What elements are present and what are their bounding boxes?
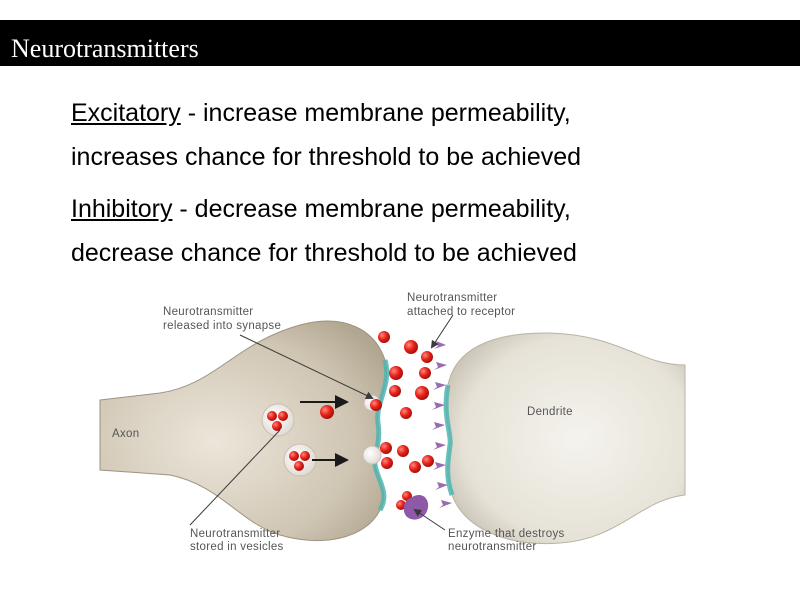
synapse-diagram — [0, 285, 800, 600]
bullet-excitatory-line2: increases chance for threshold to be achieved — [71, 143, 582, 171]
page-title: Neurotransmitters — [11, 34, 199, 63]
label-enzyme-line2: neurotransmitter — [448, 541, 537, 553]
bullet-inhibitory-line1: - decrease membrane permeability, — [172, 195, 571, 223]
release-arrows — [404, 420, 418, 439]
title-bar — [0, 20, 800, 66]
bullet-excitatory — [71, 91, 771, 179]
bullet-inhibitory-line2: decrease chance for threshold to be achieved — [71, 239, 577, 267]
term-excitatory: Excitatory — [71, 99, 181, 127]
label-dendrite: Dendrite — [527, 406, 573, 418]
leader-attached — [432, 315, 453, 347]
axon-terminal — [100, 321, 387, 540]
leader-enzyme — [415, 510, 445, 530]
label-enzyme-line1: Enzyme that destroys — [448, 528, 565, 540]
label-nt-stored-line1: Neurotransmitter — [190, 528, 281, 540]
bullet-inhibitory — [71, 187, 771, 275]
label-nt-released-line2: released into synapse — [163, 320, 282, 332]
label-nt-stored-line2: stored in vesicles — [190, 541, 284, 553]
bullet-excitatory-line1: - increase membrane permeability, — [180, 99, 571, 127]
label-axon: Axon — [112, 428, 140, 440]
label-nt-released-line1: Neurotransmitter — [163, 306, 254, 318]
label-nt-attached-line1: Neurotransmitter — [407, 292, 498, 304]
dendrite — [446, 333, 685, 544]
term-inhibitory: Inhibitory — [71, 195, 173, 223]
label-nt-attached-line2: attached to receptor — [407, 306, 516, 318]
